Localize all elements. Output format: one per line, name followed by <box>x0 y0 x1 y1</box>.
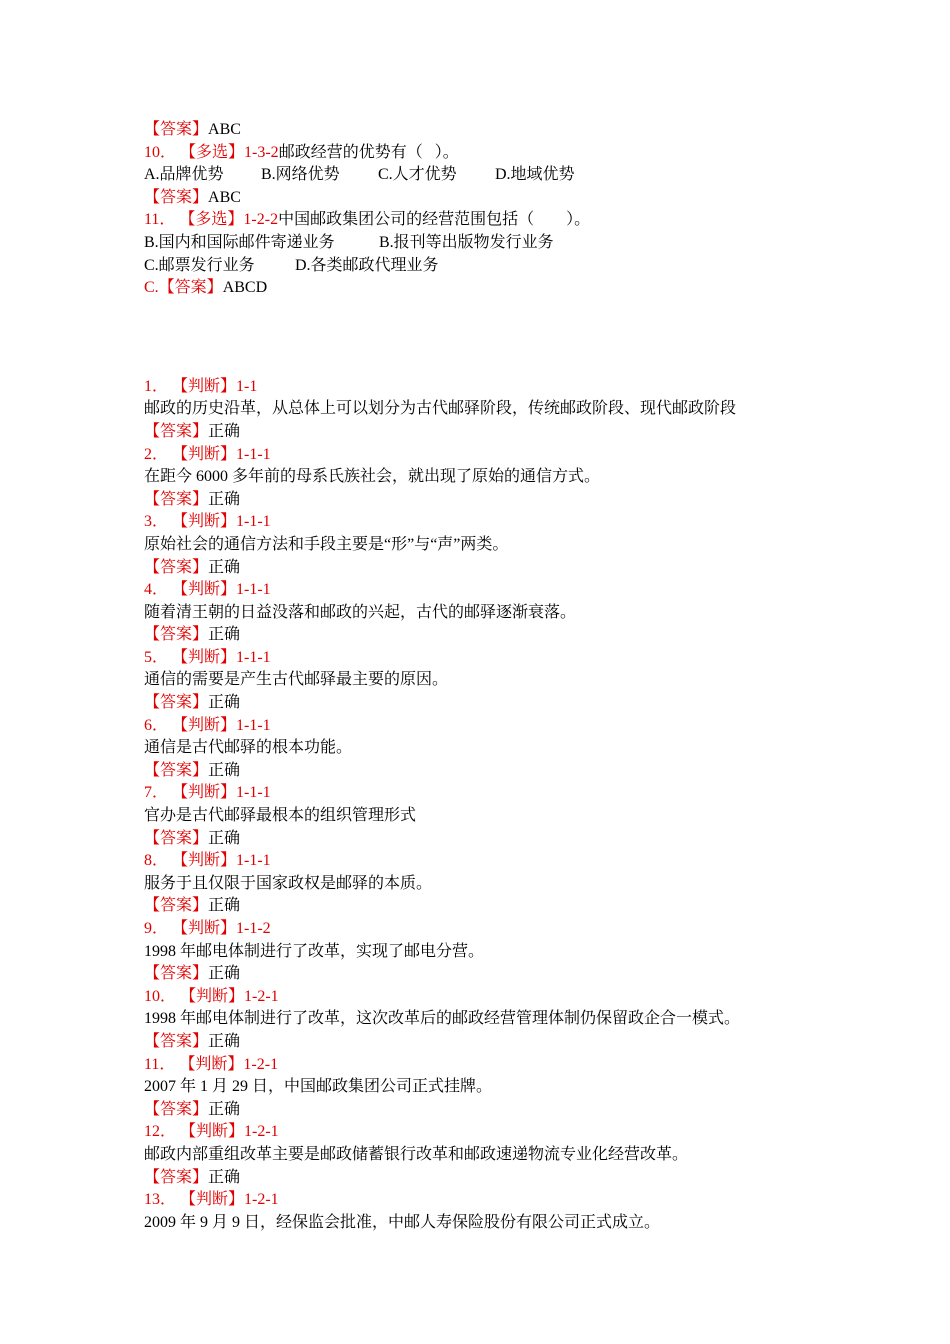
question-line <box>144 647 844 670</box>
question-line <box>144 142 844 165</box>
question-text: 通信是古代邮驿的根本功能。 <box>144 739 353 757</box>
answer-tag: 【答案】 <box>144 422 209 440</box>
question-line <box>144 579 844 602</box>
answer-value: 正确 <box>208 490 241 508</box>
answer-tag: 【答案】 <box>144 1168 209 1186</box>
question-number: 10． <box>144 143 177 161</box>
answer-tag: 【答案】 <box>144 121 209 138</box>
answer-line <box>144 624 844 647</box>
answer-line <box>144 963 844 986</box>
question-tag: 【判断】1-1-1 <box>172 513 271 531</box>
question-text: 原始社会的通信方法和手段主要是“形”与“声”两类。 <box>144 535 509 553</box>
options-row <box>144 232 844 255</box>
question-line <box>144 1121 844 1144</box>
judgement-item <box>144 986 844 1054</box>
answer-tag: 【答案】 <box>144 897 209 915</box>
answer-value: 正确 <box>208 422 241 440</box>
question-tag: 【判断】1-1-1 <box>172 581 271 599</box>
question-line <box>144 376 844 399</box>
judgement-item <box>144 850 844 918</box>
judgement-item <box>144 376 844 444</box>
answer-line <box>144 1031 844 1054</box>
section-gap <box>144 300 844 376</box>
question-number: 5． <box>144 648 169 666</box>
question-text: 官办是古代邮驿最根本的组织管理形式 <box>144 807 417 825</box>
answer-line <box>144 1167 844 1190</box>
question-line <box>144 850 844 873</box>
answer-line <box>144 760 844 783</box>
answer-value: ABC <box>208 188 241 206</box>
option-b: B.报刊等出版物发行业务 <box>379 233 554 251</box>
question-tag: 【判断】1-1-1 <box>172 648 271 666</box>
question-number: 1． <box>144 377 169 395</box>
question-line <box>144 511 844 534</box>
options-row <box>144 164 844 187</box>
answer-value: 正确 <box>208 761 241 779</box>
judgement-item <box>144 647 844 715</box>
answer-line <box>144 277 844 300</box>
question-line <box>144 715 844 738</box>
question-number: 10． <box>144 987 177 1005</box>
question-line <box>144 986 844 1009</box>
option-c: C.邮票发行业务 <box>144 256 255 274</box>
question-tag: 【判断】1-1-1 <box>172 716 271 734</box>
answer-value: ABC <box>208 121 241 138</box>
answer-prefix: C. <box>144 279 159 297</box>
answer-value: 正确 <box>208 1032 241 1050</box>
judgement-item <box>144 715 844 783</box>
question-number: 6． <box>144 716 169 734</box>
question-text: 在距今 6000 多年前的母系氏族社会，就出现了原始的通信方式。 <box>144 468 601 486</box>
question-text: 1998 年邮电体制进行了改革，实现了邮电分营。 <box>144 942 485 960</box>
question-line <box>144 782 844 805</box>
answer-value: 正确 <box>208 694 241 712</box>
question-text: 2007 年 1 月 29 日，中国邮政集团公司正式挂牌。 <box>144 1078 493 1096</box>
answer-line <box>144 557 844 580</box>
answer-tag: 【答案】 <box>144 694 209 712</box>
document-page <box>144 119 844 1234</box>
question-tag: 【判断】1-1-1 <box>172 852 271 870</box>
answer-tag: 【答案】 <box>158 279 223 297</box>
answer-line <box>144 421 844 444</box>
answer-tag: 【答案】 <box>144 558 209 576</box>
answer-tag: 【答案】 <box>144 1100 209 1118</box>
question-number: 11． <box>144 1055 176 1073</box>
question-text: 2009 年 9 月 9 日，经保监会批准，中邮人寿保险股份有限公司正式成立。 <box>144 1213 661 1231</box>
judgement-item <box>144 1189 844 1234</box>
question-tag: 【判断】1-2-1 <box>180 1191 279 1209</box>
answer-value: 正确 <box>208 897 241 915</box>
question-number: 4． <box>144 581 169 599</box>
question-number: 2． <box>144 445 169 463</box>
question-text: 邮政内部重组改革主要是邮政储蓄银行改革和邮政速递物流专业化经营改革。 <box>144 1145 689 1163</box>
answer-value: 正确 <box>208 829 241 847</box>
answer-line <box>144 119 844 142</box>
question-number: 9． <box>144 920 169 937</box>
answer-line <box>144 692 844 715</box>
question-text: 1998 年邮电体制进行了改革，这次改革后的邮政经营管理体制仍保留政企合一模式。 <box>144 1010 741 1028</box>
question-tag: 【多选】1-2-2 <box>179 211 279 229</box>
answer-value: 正确 <box>208 965 241 983</box>
answer-tag: 【答案】 <box>144 490 209 508</box>
judgement-item <box>144 579 844 647</box>
question-tag: 【判断】1-1-2 <box>172 920 271 937</box>
answer-tag: 【答案】 <box>144 965 209 983</box>
judgement-item <box>144 444 844 512</box>
question-text: 通信的需要是产生古代邮驿最主要的原因。 <box>144 671 449 689</box>
question-tag: 【判断】1-2-1 <box>179 1055 279 1073</box>
question-text: 邮政经营的优势有（ ）。 <box>278 143 459 161</box>
question-number: 13． <box>144 1191 177 1209</box>
question-tag: 【判断】1-2-1 <box>180 987 279 1005</box>
answer-tag: 【答案】 <box>144 188 209 206</box>
answer-value: 正确 <box>208 626 241 644</box>
answer-value: 正确 <box>208 1100 241 1118</box>
question-line <box>144 918 844 941</box>
question-number: 7． <box>144 784 169 802</box>
question-text: 中国邮政集团公司的经营范围包括（ ）。 <box>278 211 591 229</box>
answer-line <box>144 1099 844 1122</box>
answer-value: 正确 <box>208 558 241 576</box>
answer-line <box>144 828 844 851</box>
question-text: 服务于且仅限于国家政权是邮驿的本质。 <box>144 874 433 892</box>
answer-value: 正确 <box>208 1168 241 1186</box>
answer-tag: 【答案】 <box>144 829 209 847</box>
option-a: A.品牌优势 <box>144 166 224 184</box>
question-line <box>144 209 844 232</box>
question-line <box>144 1189 844 1212</box>
judgement-item <box>144 918 844 986</box>
answer-tag: 【答案】 <box>144 1032 209 1050</box>
options-row <box>144 255 844 278</box>
question-number: 3． <box>144 513 169 531</box>
question-tag: 【多选】1-3-2 <box>180 143 279 161</box>
judgement-item <box>144 1121 844 1189</box>
judgement-item <box>144 1054 844 1122</box>
answer-value: ABCD <box>222 279 268 297</box>
question-line <box>144 444 844 467</box>
question-tag: 【判断】1-1-1 <box>172 445 271 463</box>
question-tag: 【判断】1-1 <box>172 377 258 395</box>
question-tag: 【判断】1-1-1 <box>172 784 271 802</box>
option-d: D.地域优势 <box>495 166 575 184</box>
answer-tag: 【答案】 <box>144 761 209 779</box>
option-a: B.国内和国际邮件寄递业务 <box>144 233 335 251</box>
option-c: C.人才优势 <box>378 166 457 184</box>
question-number: 12． <box>144 1123 177 1141</box>
judgement-list <box>144 376 844 1235</box>
judgement-item <box>144 511 844 579</box>
question-text: 邮政的历史沿革，从总体上可以划分为古代邮驿阶段，传统邮政阶段、现代邮政阶段 <box>144 400 737 418</box>
answer-tag: 【答案】 <box>144 626 209 644</box>
question-number: 11． <box>144 211 176 229</box>
option-b: B.网络优势 <box>261 166 340 184</box>
answer-line <box>144 187 844 210</box>
question-text: 随着清王朝的日益没落和邮政的兴起，古代的邮驿逐渐衰落。 <box>144 603 577 621</box>
answer-line <box>144 489 844 512</box>
question-tag: 【判断】1-2-1 <box>180 1123 279 1141</box>
answer-line <box>144 895 844 918</box>
judgement-item <box>144 782 844 850</box>
question-line <box>144 1054 844 1077</box>
question-number: 8． <box>144 852 169 870</box>
option-d: D.各类邮政代理业务 <box>295 256 439 274</box>
